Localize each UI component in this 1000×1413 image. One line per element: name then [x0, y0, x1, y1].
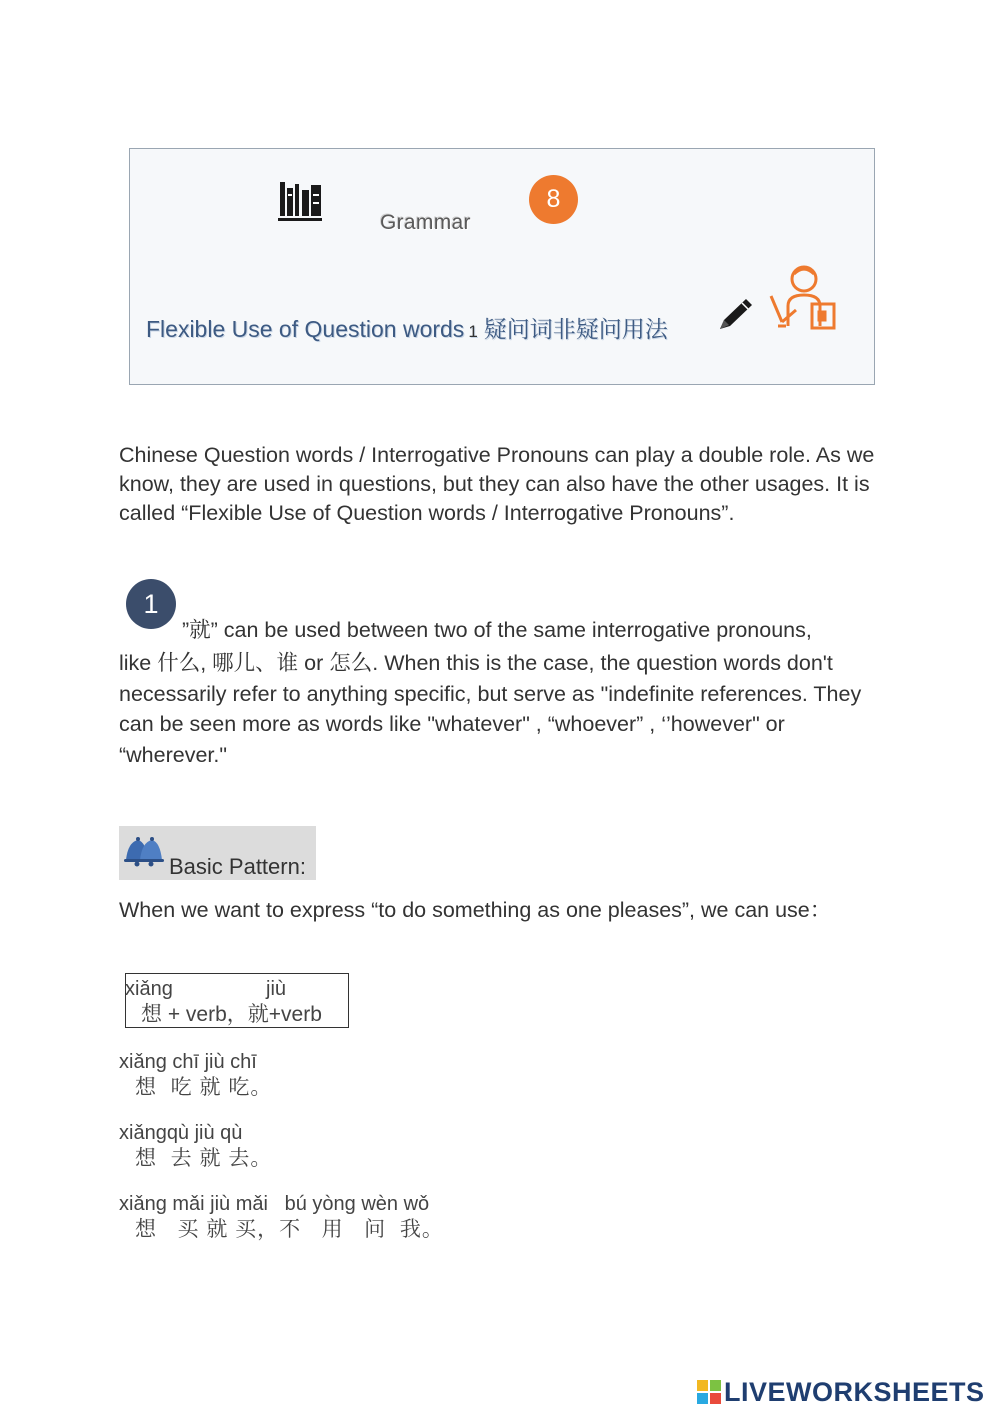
formula-pinyin-xiang: xiǎng — [125, 978, 173, 1000]
pattern-description: When we want to express “to do something as one pleases”, we can use： — [119, 898, 832, 922]
example-1-pinyin: xiǎng chī jiù chī — [119, 1051, 257, 1073]
title-english: Flexible Use of Question words — [146, 316, 465, 342]
intro-paragraph: Chinese Question words / Interrogative Pronouns can play a double role. As we know, they are used in questions, but they can also have the other usages. It is called “Flexible Use of Question words / Interrogative Pronouns”. — [119, 443, 875, 525]
example-3-hanzi: 想 买 就 买，不 用 问 我。 — [135, 1218, 444, 1241]
example-2-hanzi: 想 去 就 去。 — [135, 1147, 273, 1170]
formula-pinyin-jiu: jiù — [266, 978, 287, 1000]
bookshelf-icon — [278, 180, 324, 223]
example-1-hanzi: 想 吃 就 吃。 — [135, 1076, 273, 1099]
formula-text: 想 + verb，就+verb — [141, 1003, 322, 1026]
example-2-pinyin: xiǎngqù jiù qù — [119, 1122, 243, 1144]
pattern-label: Basic Pattern: — [169, 854, 306, 879]
section-label: Grammar — [380, 211, 471, 234]
point-text-body: like 什么, 哪儿、谁 or 怎么. When this is the case, the question words don't necessarily refer to anything specific, but serve as "indefinite references. They can be seen more as words like "whatever" , “whoever” , ‘’however" or “wherever." — [119, 651, 862, 767]
point-number-badge: 1 — [126, 579, 176, 629]
brand-name[interactable]: LIVEWORKSHEETS — [724, 1377, 985, 1407]
title-number: 1 — [468, 322, 478, 341]
pen-icon — [716, 296, 756, 332]
point-text-line1: ”就” can be used between two of the same interrogative pronouns, — [182, 618, 812, 642]
bell-icon — [122, 834, 166, 868]
page-title — [146, 311, 668, 344]
header-box — [129, 148, 875, 385]
teacher-icon — [766, 262, 838, 332]
lesson-number-badge: 8 — [529, 175, 578, 224]
example-3-pinyin: xiǎng mǎi jiù mǎi bú yòng wèn wǒ — [119, 1193, 430, 1215]
title-chinese: 疑问词非疑问用法 — [483, 316, 668, 342]
liveworksheets-logo-icon — [697, 1380, 721, 1404]
